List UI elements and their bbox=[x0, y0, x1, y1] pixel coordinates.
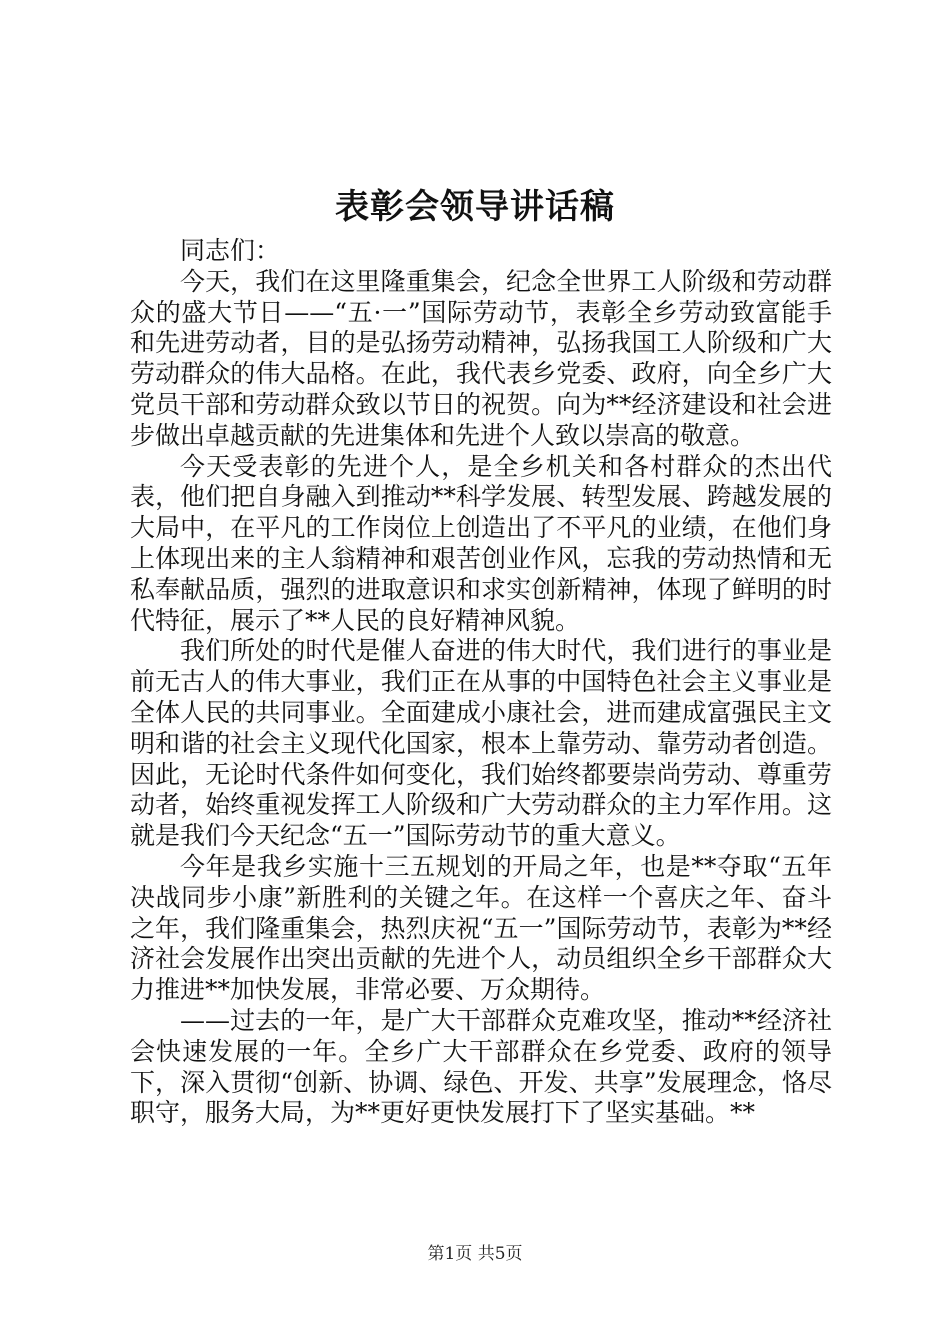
document-title: 表彰会领导讲话稿 bbox=[335, 187, 615, 227]
paragraph: 今天，我们在这里隆重集会，纪念全世界工人阶级和劳动群众的盛大节日——“五·一”国际劳动节，表彰全乡劳动致富能手和先进劳动者，目的是弘扬劳动精神，弘扬我国工人阶级和广大劳动群众的伟大品格。在此，我代表乡党委、政府，向全乡广大党员干部和劳动群众致以节日的祝贺。向为**经济建设和社会进步做出卓越贡献的先进集体和先进个人致以崇高的敬意。 bbox=[130, 266, 832, 450]
salutation: 同志们： bbox=[180, 236, 281, 265]
paragraph: ——过去的一年，是广大干部群众克难攻坚，推动**经济社会快速发展的一年。全乡广大干部群众在乡党委、政府的领导下，深入贯彻“创新、协调、绿色、开发、共享”发展理念，恪尽职守，服务大局，为**更好更快发展打下了坚实基础。** bbox=[130, 1005, 832, 1128]
document-body bbox=[130, 236, 832, 1129]
paragraph: 我们所处的时代是催人奋进的伟大时代，我们进行的事业是前无古人的伟大事业，我们正在从事的中国特色社会主义事业是全体人民的共同事业。全面建成小康社会，进而建成富强民主文明和谐的社会主义现代化国家，根本上靠劳动、靠劳动者创造。因此，无论时代条件如何变化，我们始终都要崇尚劳动、尊重劳动者，始终重视发挥工人阶级和广大劳动群众的主力军作用。这就是我们今天纪念“五一”国际劳动节的重大意义。 bbox=[130, 636, 832, 851]
paragraph: 今天受表彰的先进个人，是全乡机关和各村群众的杰出代表，他们把自身融入到推动**科学发展、转型发展、跨越发展的大局中，在平凡的工作岗位上创造出了不平凡的业绩，在他们身上体现出来的主人翁精神和艰苦创业作风，忘我的劳动热情和无私奉献品质，强烈的进取意识和求实创新精神，体现了鲜明的时代特征，展示了**人民的良好精神风貌。 bbox=[130, 451, 832, 635]
paragraph: 今年是我乡实施十三五规划的开局之年，也是**夺取“五年决战同步小康”新胜利的关键之年。在这样一个喜庆之年、奋斗之年，我们隆重集会，热烈庆祝“五一”国际劳动节，表彰为**经济社会发展作出突出贡献的先进个人，动员组织全乡干部群众大力推进**加快发展，非常必要、万众期待。 bbox=[130, 851, 832, 1005]
page-number-footer: 第1页 共5页 bbox=[427, 1244, 523, 1264]
